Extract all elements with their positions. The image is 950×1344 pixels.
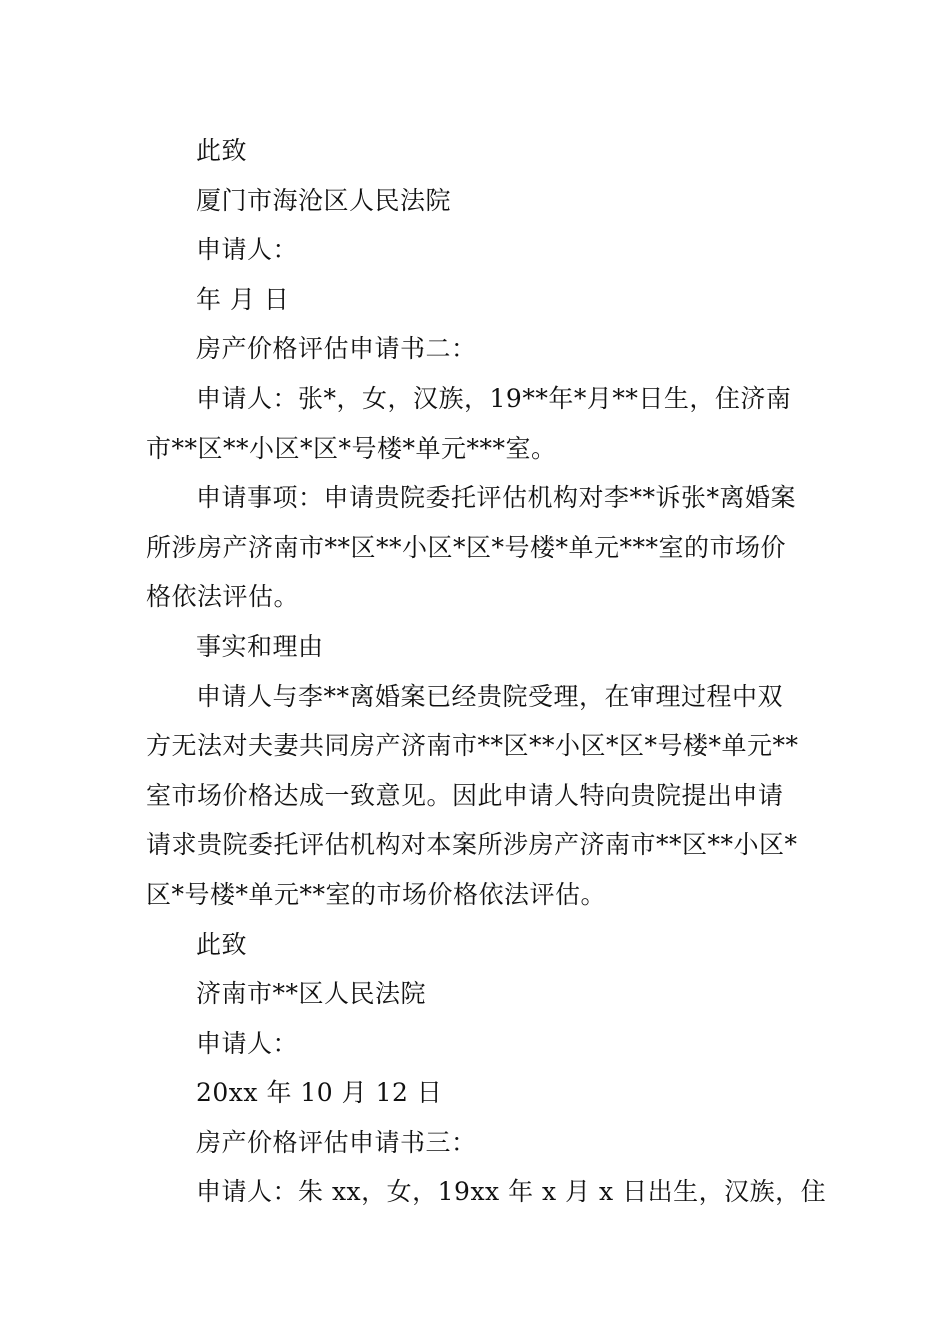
paragraph [146,275,808,325]
text-line: 申请事项：申请贵院委托评估机构对李**诉张*离婚案 [196,483,797,513]
text-line: 房产价格评估申请书二： [196,334,477,364]
paragraph [146,622,808,672]
paragraph [146,1068,808,1118]
paragraph [146,1118,808,1168]
text-line: 20xx 年 10 月 12 日 [196,1078,443,1108]
paragraph [146,1167,827,1217]
text-line: 请求贵院委托评估机构对本案所涉房产济南市**区**小区* [146,830,798,860]
text-line: 此致 [196,136,248,165]
paragraph [146,374,808,473]
text-line: 申请人：张*，女，汉族，19**年*月**日生，住济南 [196,383,792,413]
paragraph [146,969,808,1019]
text-line: 申请人与李**离婚案已经贵院受理，在审理过程中双 [196,681,784,711]
paragraph [146,920,808,970]
paragraph [146,126,808,176]
paragraph [146,473,808,622]
text-line: 济南市**区人民法院 [196,979,427,1009]
text-line: 格依法评估。 [146,582,300,612]
paragraph [146,1019,808,1069]
text-line: 市**区**小区*区*号楼*单元***室。 [146,433,557,463]
text-line: 申请人： [196,235,299,265]
text-line: 区*号楼*单元**室的市场价格依法评估。 [146,879,607,909]
text-line: 事实和理由 [196,631,324,661]
paragraph [146,672,808,920]
text-line: 室市场价格达成一致意见。因此申请人特向贵院提出申请 [146,780,784,810]
paragraph [146,225,808,275]
paragraph [146,176,808,226]
paragraph [146,324,808,374]
text-line: 所涉房产济南市**区**小区*区*号楼*单元***室的市场价 [146,532,787,562]
text-line: 方无法对夫妻共同房产济南市**区**小区*区*号楼*单元** [146,731,799,761]
document-body [146,126,827,1217]
text-line: 申请人：朱 xx，女，19xx 年 x 月 x 日出生，汉族，住 [196,1177,827,1207]
text-line: 年 月 日 [196,284,290,314]
text-line: 厦门市海沧区人民法院 [196,185,452,215]
text-line: 申请人： [196,1028,299,1058]
text-line: 房产价格评估申请书三： [196,1127,477,1157]
text-line: 此致 [196,929,248,959]
